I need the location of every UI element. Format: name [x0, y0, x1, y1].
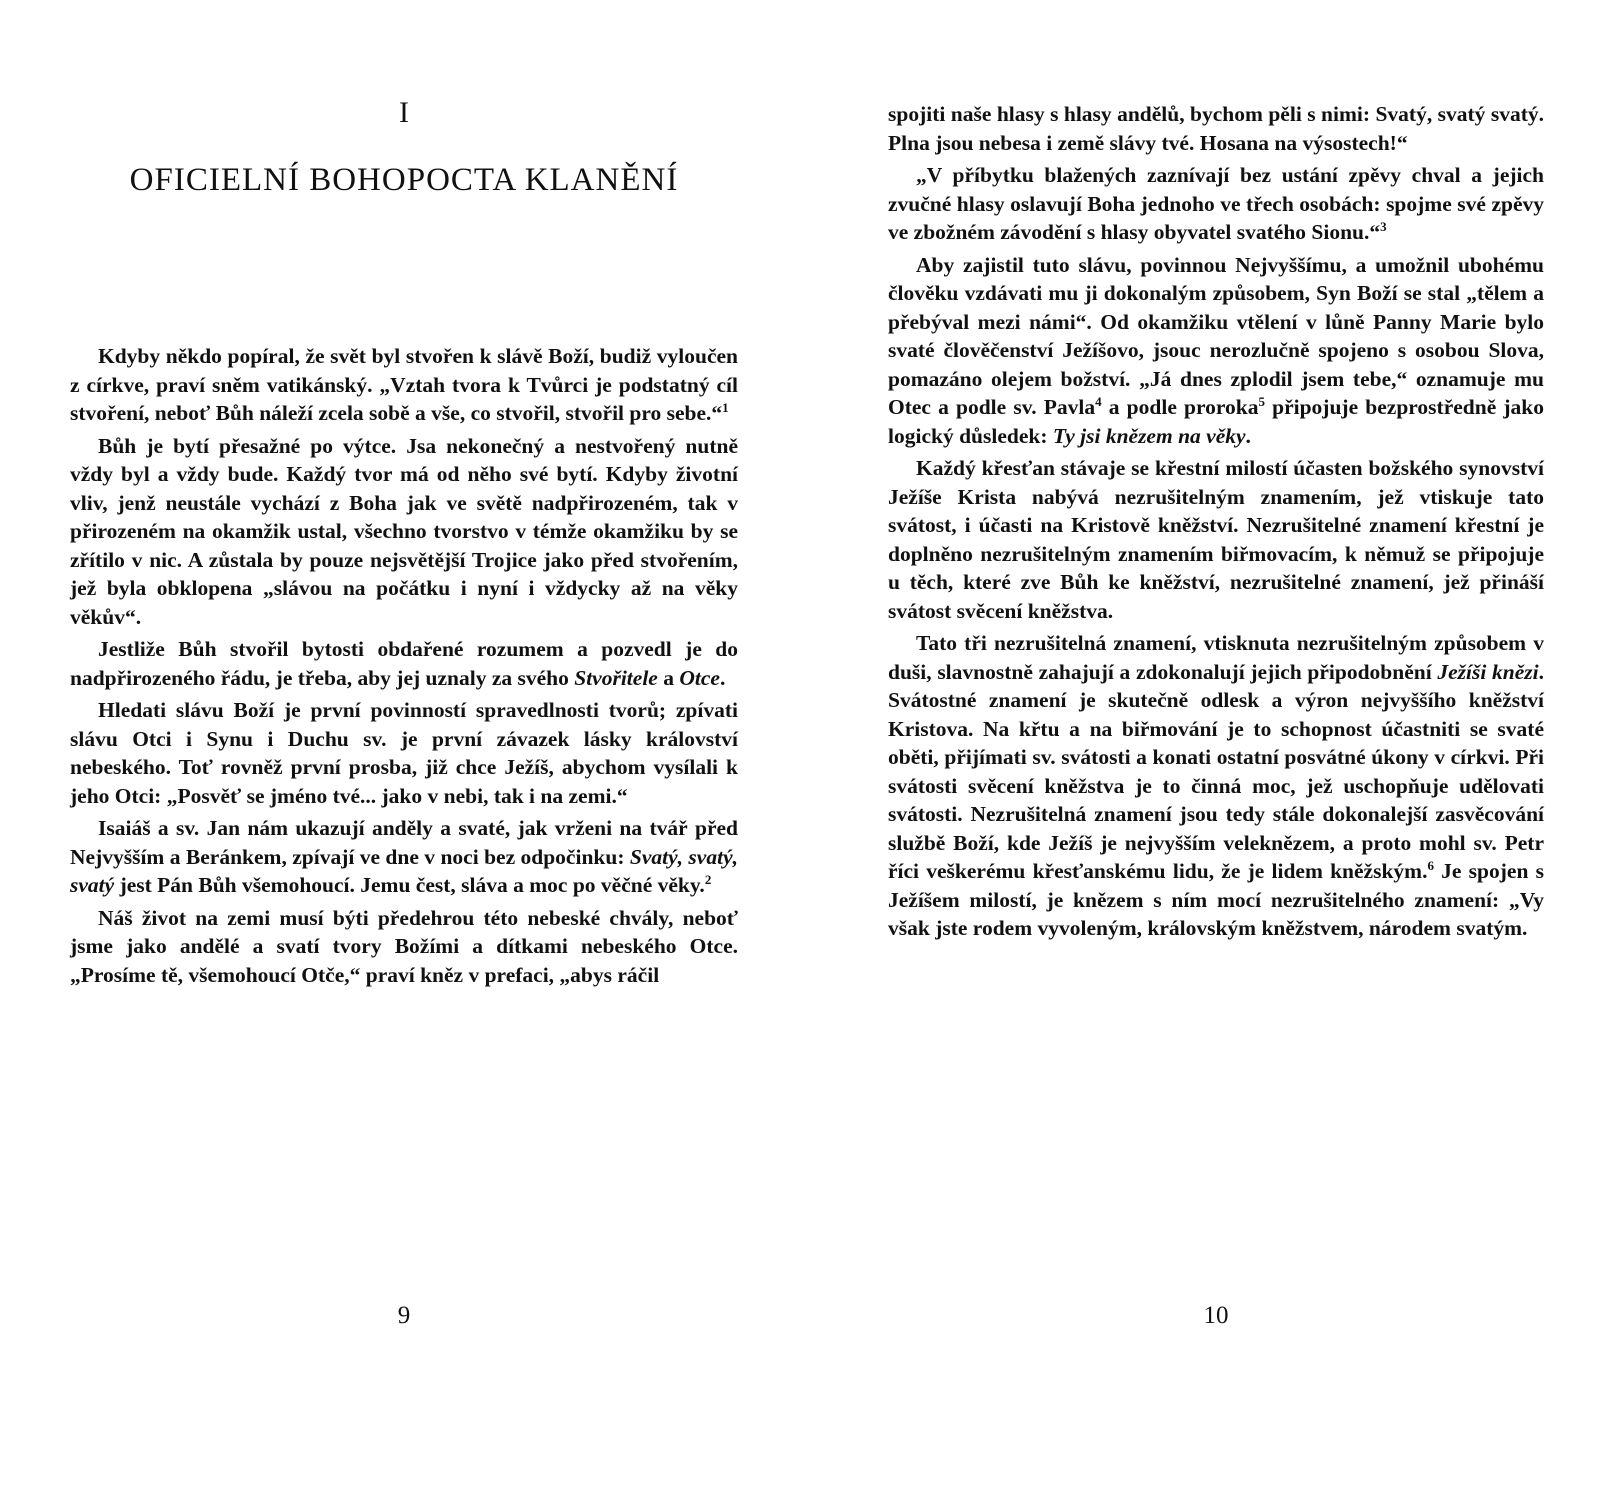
paragraph: Isaiáš a sv. Jan nám ukazují anděly a svaté, jak vrženi na tvář před Nejvyšším a Beránkem, zpívají ve dne v noci bez odpočinku: Svatý, svatý, svatý jest Pán Bůh všemohoucí. Jemu čest, sláva a moc po věčné věky.$^2$ — [70, 816, 738, 897]
page-number-right: 10 — [1203, 1302, 1229, 1329]
paragraph: Náš život na zemi musí býti předehrou této nebeské chvály, neboť jsme jako andělé a svatí tvory Božími a dítkami nebeského Otce. „Prosíme tě, všemohoucí Otče,“ praví kněz v prefaci, „abys ráčil — [70, 905, 738, 987]
italic-text: Otce — [679, 665, 720, 690]
paragraph: „V příbytku blažených zaznívají bez ustání zpěvy chval a jejich zvučné hlasy oslavují Boha jednoho ve třech osobách: spojme své zpěvy ve zbožném závodění s hlasy obyvatel svatého Sionu.“$^3$ — [888, 163, 1544, 244]
italic-text: Stvořitele — [574, 665, 658, 690]
left-body-text — [70, 342, 738, 993]
italic-text: Svatý, svatý, svatý — [70, 844, 738, 897]
paragraph: spojiti naše hlasy s hlasy andělů, bychom pěli s nimi: Svatý, svatý svatý. Plna jsou nebesa i země slávy tvé. Hosana na výsostech!“ — [888, 102, 1544, 155]
footnote-ref: 6 — [1427, 857, 1434, 873]
chapter-number: I — [399, 96, 409, 129]
paragraph: Hledati slávu Boží je první povinností spravedlnosti tvorů; zpívati slávu Otci i Synu i Duchu sv. je první závazek lásky království nebeského. Toť rovněž první prosba, již chce Ježíš, abychom vysílali k jeho Otci: „Posvěť se jméno tvé... jako v nebi, tak i na zemi.“ — [70, 698, 738, 808]
italic-text: Ježíši knězi — [1437, 659, 1539, 684]
footnote-ref: 1 — [722, 399, 729, 415]
page-number-left: 9 — [397, 1302, 411, 1329]
italic-text: Ty jsi knězem na věky — [1052, 423, 1246, 448]
paragraph: Kdyby někdo popíral, že svět byl stvořen k slávě Boží, budiž vyloučen z církve, praví sněm vatikánský. „Vztah tvora k Tvůrci je podstatný cíl stvoření, neboť Bůh náleží zcela sobě a vše, co stvořil, stvořil pro sebe.“$^1$ — [70, 344, 738, 425]
paragraph: Tato tři nezrušitelná znamení, vtisknuta nezrušitelným způsobem v duši, slavnostně zahajují a zdokonalují jejich připodobnění Ježíši knězi. Svátostné znamení je skutečně odlesk a výron nejvyššího kněžství Kristova. Na křtu a na biřmování je to schopnost účastniti se svaté oběti, přijímati sv. svátosti a konati ostatní posvátné úkony v církvi. Při svátosti svěcení kněžstva je to činná moc, jež uschopňuje udělovati svátosti. Nezrušitelná znamení jsou tedy stále dokonalejší zasvěcování službě Boží, kde Ježíš je nejvyšším veleknězem, a proto mohl sv. Petr říci veškerému křesťanskému lidu, že je lidem kněžským.$^6$ Je spojen s Ježíšem milostí, je knězem s ním mocí nezrušitelného znamení: „Vy však jste rodem vyvoleným, královským kněžstvem, národem svatým. — [888, 631, 1544, 940]
right-body-text — [888, 100, 1544, 947]
paragraph: Jestliže Bůh stvořil bytosti obdařené rozumem a pozvedl je do nadpřirozeného řádu, je třeba, aby jej uznaly za svého Stvořitele a Otce. — [70, 637, 738, 690]
footnote-ref: 5 — [1258, 393, 1265, 409]
paragraph: Bůh je bytí přesažné po výtce. Jsa nekonečný a nestvořený nutně vždy byl a vždy bude. Každý tvor má od něho své bytí. Kdyby životní vliv, jenž neustále vychází z Boha jak ve světě nadpřirozeném, tak v přirozeném na okamžik ustal, všechno tvorstvo v témže okamžiku by se zřítilo v nic. A zůstala by pouze nejsvětější Trojice jako před stvořením, jež byla obklopena „slávou na počátku i nyní i vždycky až na věky věkův“. — [70, 433, 738, 629]
footnote-ref: 2 — [704, 871, 712, 887]
chapter-title: OFICIELNÍ BOHOPOCTA KLANĚNÍ — [129, 162, 679, 198]
paragraph: Každý křesťan stávaje se křestní milostí účasten božského synovství Ježíše Krista nabývá nezrušitelným znamením, jež vtiskuje tato svátost, i účasti na Kristově kněžství. Nezrušitelné znamení křestní je doplněno nezrušitelným znamením biřmovacím, k němuž se připojuje u těch, které zve Bůh ke kněžství, nezrušitelné znamení, jež přináší svátost svěcení kněžstva. — [888, 456, 1544, 623]
footnote-ref: 4 — [1095, 393, 1102, 409]
paragraph: Aby zajistil tuto slávu, povinnou Nejvyššímu, a umožnil ubohému člověku vzdávati mu ji dokonalým způsobem, Syn Boží se stal „tělem a přebýval mezi námi“. Od okamžiku vtělení v lůně Panny Marie bylo svaté člověčenství Ježíšovo, jsouc nerozlučně spojeno s osobou Slova, pomazáno olejem božství. „Já dnes zplodil jsem tebe,“ oznamuje mu Otec a podle sv. Pavla$^4$ a podle proroka$^5$ připojuje bezprostředně jako logický důsledek: Ty jsi knězem na věky. — [888, 252, 1545, 448]
footnote-ref: 3 — [1380, 218, 1387, 234]
